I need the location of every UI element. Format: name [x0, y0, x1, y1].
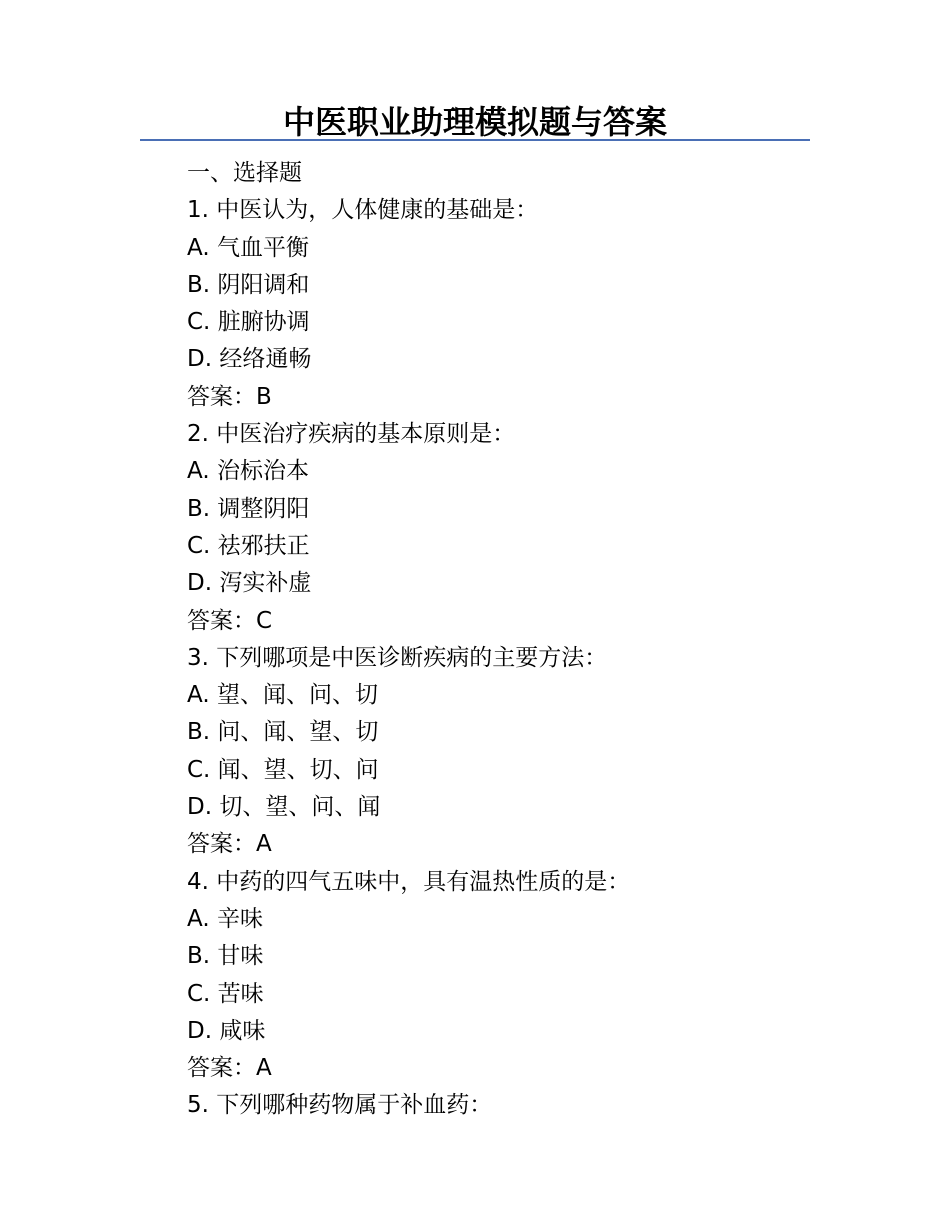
option-a: A. 望、闻、问、切 — [187, 682, 378, 709]
option-d: D. 经络通畅 — [187, 346, 312, 373]
question-block — [187, 864, 837, 1088]
option-a: A. 气血平衡 — [187, 234, 309, 261]
question-stem: 2. 中医治疗疾病的基本原则是： — [187, 421, 516, 448]
title-underline — [140, 139, 810, 141]
option-c: C. 祛邪扶正 — [187, 532, 310, 559]
question-block — [187, 192, 837, 416]
question-block — [187, 1087, 837, 1124]
document-title: 中医职业助理模拟题与答案 — [282, 103, 667, 141]
question-stem: 1. 中医认为，人体健康的基础是： — [187, 197, 539, 224]
option-c: C. 脏腑协调 — [187, 309, 310, 336]
option-d: D. 泻实补虚 — [187, 570, 312, 597]
option-d: D. 咸味 — [187, 1017, 266, 1044]
option-b: B. 问、闻、望、切 — [187, 719, 379, 746]
option-b: B. 阴阳调和 — [187, 271, 310, 298]
option-c: C. 苦味 — [187, 980, 264, 1007]
answer-line: 答案：A — [187, 831, 272, 858]
question-stem: 4. 中药的四气五味中，具有温热性质的是： — [187, 868, 631, 895]
section-heading: 一、选择题 — [187, 160, 302, 186]
answer-line: 答案：A — [187, 1055, 272, 1082]
option-a: A. 治标治本 — [187, 458, 309, 485]
question-block — [187, 640, 837, 864]
document-body — [187, 155, 837, 1125]
option-b: B. 甘味 — [187, 943, 264, 970]
option-a: A. 辛味 — [187, 905, 263, 932]
answer-line: 答案：B — [187, 383, 272, 410]
answer-line: 答案：C — [187, 607, 273, 634]
option-b: B. 调整阴阳 — [187, 495, 310, 522]
option-c: C. 闻、望、切、问 — [187, 756, 379, 783]
question-block — [187, 416, 837, 640]
question-stem: 3. 下列哪项是中医诊断疾病的主要方法： — [187, 644, 608, 671]
option-d: D. 切、望、问、闻 — [187, 794, 381, 821]
question-stem: 5. 下列哪种药物属于补血药： — [187, 1092, 493, 1119]
